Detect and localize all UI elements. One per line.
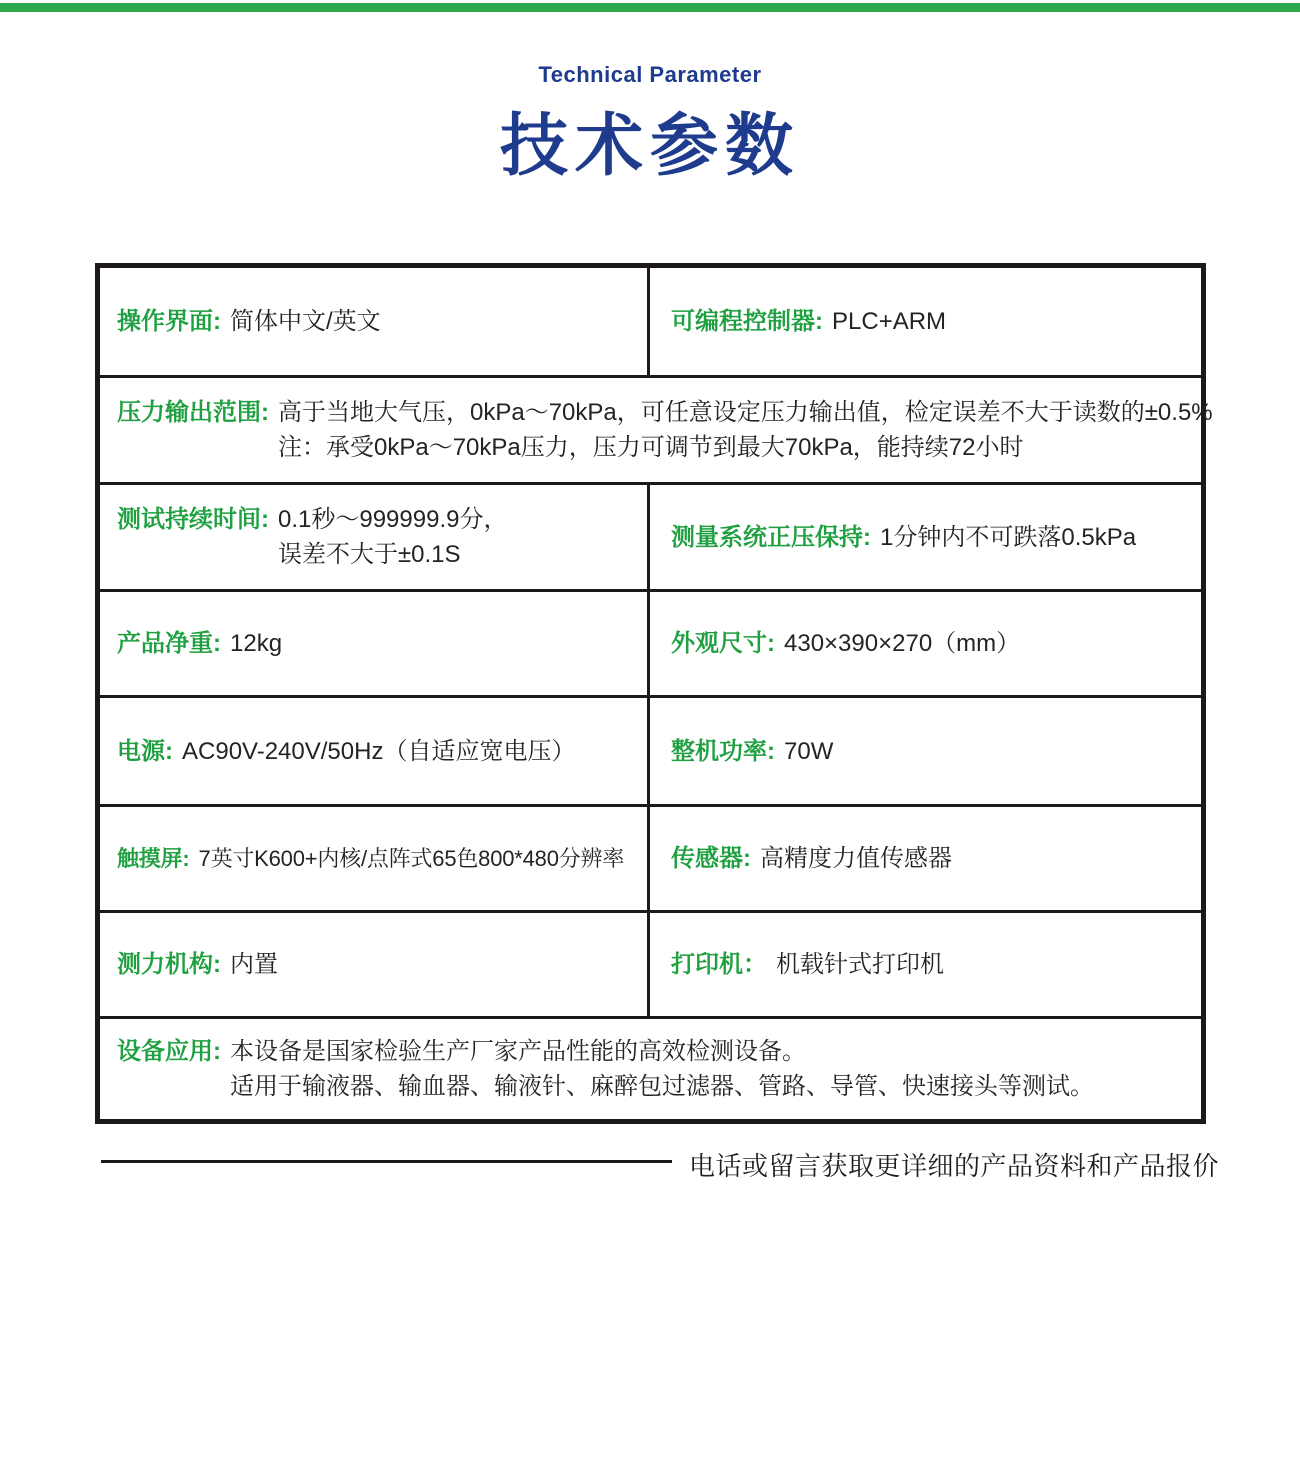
spec-cell-dimensions	[650, 592, 1201, 695]
spec-value: 430×390×270（mm）	[784, 630, 1021, 657]
spec-value-line: 注：承受0kPa～70kPa压力，压力可调节到最大70kPa，能持续72小时	[278, 434, 1024, 461]
spec-row-power-supply	[100, 698, 1201, 807]
spec-value: 内置	[230, 951, 278, 978]
spec-value: 1分钟内不可跌落0.5kPa	[880, 523, 1137, 551]
spec-label: 打印机：	[671, 951, 767, 978]
spec-value: 12kg	[230, 630, 283, 657]
spec-cell-force-mechanism	[100, 913, 650, 1016]
spec-value: 70W	[784, 737, 834, 765]
spec-label: 触摸屏:	[117, 846, 190, 871]
section-subtitle: Technical Parameter	[538, 62, 762, 87]
spec-label: 操作界面:	[117, 308, 221, 335]
page-title: 技术参数	[499, 108, 800, 184]
spec-cell-positive-pressure-hold	[650, 485, 1201, 589]
spec-label: 测试持续时间:	[117, 506, 269, 533]
spec-value-multiline	[230, 1034, 1094, 1104]
spec-value-multiline	[278, 395, 1213, 465]
spec-cell-net-weight	[100, 592, 650, 695]
spec-label: 压力输出范围:	[117, 399, 269, 426]
spec-label: 电源:	[117, 737, 173, 765]
spec-row-touchscreen-sensor	[100, 807, 1201, 913]
spec-label: 可编程控制器:	[671, 308, 823, 335]
spec-cell-programmable-controller	[650, 268, 1201, 375]
footer-divider-line	[101, 1160, 672, 1163]
spec-label: 传感器:	[671, 845, 751, 872]
spec-row-pressure-output-range	[100, 378, 1213, 485]
spec-value: PLC+ARM	[832, 308, 947, 335]
spec-cell-sensor	[650, 807, 1201, 910]
spec-cell-operation-interface	[100, 268, 650, 375]
spec-row-force-mechanism-printer	[100, 913, 1201, 1019]
spec-label: 设备应用:	[117, 1038, 221, 1065]
spec-cell-total-power	[650, 698, 1201, 804]
spec-value-line: 本设备是国家检验生产厂家产品性能的高效检测设备。	[230, 1038, 806, 1065]
spec-label: 产品净重:	[117, 630, 221, 657]
spec-cell-power-source	[100, 698, 650, 804]
spec-label: 测量系统正压保持:	[671, 523, 871, 551]
top-accent-bar	[0, 3, 1300, 12]
spec-value: 高精度力值传感器	[760, 845, 952, 872]
spec-row-weight-dimensions	[100, 592, 1201, 698]
spec-value-line: 0.1秒～999999.9分，	[278, 506, 508, 533]
spec-value: 简体中文/英文	[230, 308, 381, 335]
spec-label: 整机功率:	[671, 737, 775, 765]
spec-row-interface-controller	[100, 268, 1201, 378]
spec-value-multiline	[278, 502, 507, 572]
spec-value-line: 适用于输液器、输血器、输液针、麻醉包过滤器、管路、导管、快速接头等测试。	[230, 1073, 1094, 1100]
spec-cell-pressure-output-range	[100, 378, 1213, 482]
spec-cell-printer	[650, 913, 1201, 1016]
spec-value: AC90V-240V/50Hz（自适应宽电压）	[182, 737, 576, 765]
spec-row-device-application	[100, 1019, 1201, 1119]
spec-cell-test-duration	[100, 485, 650, 589]
spec-cell-device-application	[100, 1019, 1201, 1119]
spec-label: 测力机构:	[117, 951, 221, 978]
spec-table	[95, 263, 1213, 1124]
spec-value-line: 高于当地大气压，0kPa～70kPa，可任意设定压力输出值，检定误差不大于读数的±0.5%	[278, 399, 1213, 426]
spec-value: 7英寸K600+内核/点阵式65色800*480分辨率	[198, 846, 625, 871]
spec-row-test-duration-pressure-hold	[100, 485, 1201, 592]
spec-label: 外观尺寸:	[671, 630, 775, 657]
spec-value-line: 误差不大于±0.1S	[278, 541, 461, 568]
footer-note: 电话或留言获取更详细的产品资料和产品报价	[689, 1151, 1220, 1181]
spec-value: 机载针式打印机	[776, 951, 944, 978]
spec-cell-touchscreen	[100, 807, 650, 910]
